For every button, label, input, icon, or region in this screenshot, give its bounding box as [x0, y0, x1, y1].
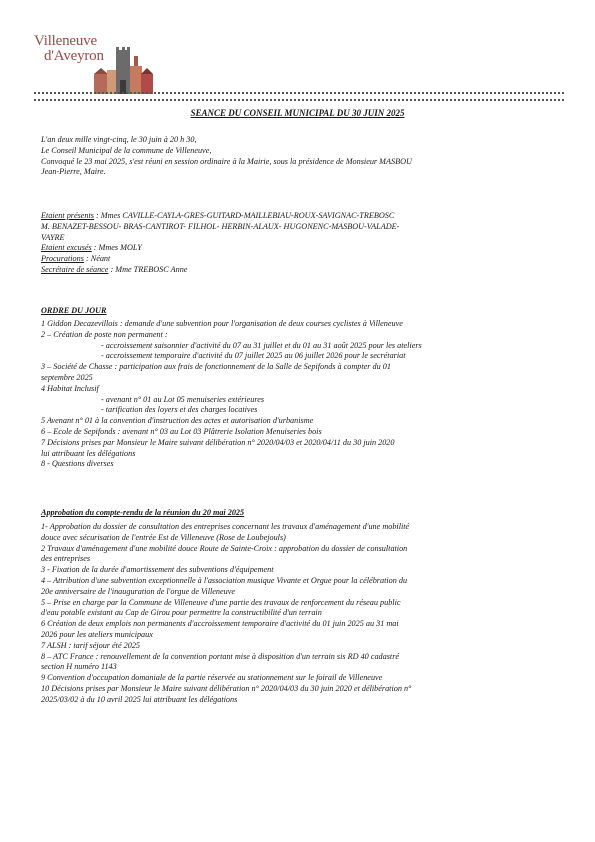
approval-list	[41, 522, 561, 706]
excuses-line	[41, 243, 561, 254]
presents-line	[41, 211, 561, 222]
approval-item: 8 – ATC France : renouvellement de la convention portant mise à disposition d'un terrain sis RD 40 cadastré	[41, 651, 400, 661]
logo-line-1: Villeneuve	[34, 33, 97, 49]
approval-item: 1- Approbation du dossier de consultation des entreprises concernant les travaux d'aménagement d'une mobilité	[41, 522, 410, 531]
approval-item: 6 Création de deux emplois non permanents d'accroissement temporaire d'activité du 01 juin 2025 au 31 mai	[41, 619, 399, 629]
intro-line: Le Conseil Municipal de la commune de Villeneuve,	[41, 145, 212, 155]
agenda-subitem: - avenant n° 01 au Lot 05 menuiseries extérieures	[101, 394, 265, 404]
approval-item: 4 – Attribution d'une subvention exceptionnelle à l'association musique Vivante et Orgue pour la célébration du	[41, 575, 408, 585]
approval-heading: Approbation du compte-rendu de la réunion du 20 mai 2025	[41, 508, 245, 517]
agenda-item: 1 Giddon Decazevillois : demande d'une subvention pour l'organisation de deux courses cyclistes à Villeneuve	[41, 319, 403, 328]
approval-item: 10 Décisions prises par Monsieur le Maire suivant délibération n° 2020/04/03 du 30 juin 2020 et délibération n°	[41, 683, 412, 693]
secretaire-line	[41, 265, 561, 276]
approval-item: 20e anniversaire de l'inauguration de l'orgue de Villeneuve	[41, 586, 235, 596]
agenda-subitem: - accroissement temporaire d'activité du 07 juillet 2025 au 06 juillet 2026 pour le secrétariat	[101, 351, 406, 361]
agenda-item: lui attribuant les délégations	[41, 448, 136, 458]
approval-item: 2 Travaux d'aménagement d'une mobilité douce Route de Sainte-Croix : approbation du dossier de consultation	[41, 543, 408, 553]
agenda-subitem: - tarification des loyers et des charges locatives	[101, 405, 258, 415]
header-divider-2	[34, 99, 564, 104]
agenda-list	[41, 319, 561, 470]
procurations-line	[41, 254, 561, 265]
presents-names-3: VAYRE	[41, 232, 65, 242]
approval-item: 2026 pour les ateliers municipaux	[41, 629, 153, 639]
excuses-label: Etaient excusés	[41, 243, 92, 253]
presents-names: : Mmes CAVILLE-CAYLA-GRES-GUITARD-MAILLEBIAU-ROUX-SAVIGNAC-TREBOSC	[93, 211, 395, 220]
approval-item: 2025/03/02 à du 10 avril 2025 lui attribuant les délégations	[41, 694, 238, 704]
agenda-heading: ORDRE DU JOUR	[41, 306, 107, 315]
agenda-item: 8 - Questions diverses	[41, 459, 114, 469]
agenda-item: septembre 2025	[41, 372, 93, 382]
agenda-subitem: - accroissement saisonnier d'activité du 07 au 31 juillet et du 01 au 31 août 2025 pour les ateliers	[101, 340, 422, 350]
approval-item: des entreprises	[41, 554, 91, 564]
agenda-item: 6 – Ecole de Sepifonds : avenant n° 03 au Lot 03 Plâtrerie Isolation Menuiseries bois	[41, 426, 322, 436]
intro-section	[41, 135, 561, 178]
procurations-value: : Néant	[83, 254, 111, 264]
procurations-label: Procurations	[41, 254, 84, 264]
approval-item: d'eau potable existant au Cap de Girou pour permettre la constructibilité d'un terrain	[41, 608, 322, 618]
approval-item: 9 Convention d'occupation domaniale de la partie réservée au stationnement sur le foirail de Villeneuve	[41, 673, 383, 683]
approval-item: 5 – Prise en charge par la Commune de Villeneuve d'une partie des travaux de renforcement du réseau public	[41, 597, 401, 607]
attendance-section	[41, 211, 561, 276]
excuses-names: : Mmes MOLY	[91, 243, 142, 253]
approval-item: 3 - Fixation de la durée d'amortissement des subventions d'équipement	[41, 565, 274, 575]
intro-line: L'an deux mille vingt-cinq, le 30 juin à 20 h 30,	[41, 135, 197, 144]
document-title: SEANCE DU CONSEIL MUNICIPAL DU 30 JUIN 2025	[190, 108, 405, 118]
approval-item: 7 ALSH : tarif séjour été 2025	[41, 640, 141, 650]
secretaire-value: : Mme TREBOSC Anne	[108, 264, 188, 274]
agenda-item: 5 Avenant n° 01 à la convention d'instruction des actes et autorisation d'urbanisme	[41, 416, 314, 426]
header-divider	[34, 92, 564, 97]
presents-label: Etaient présents	[41, 211, 94, 220]
agenda-item: 3 – Société de Chasse : participation aux frais de fonctionnement de la Salle de Sepifonds à compter du 01	[41, 362, 391, 372]
agenda-item: 2 – Création de poste non permanent :	[41, 329, 168, 339]
intro-line: Jean-Pierre, Maire.	[41, 167, 106, 177]
approval-item: douce avec sécurisation de l'entrée Est de Villeneuve (Rose de Loubejouls)	[41, 532, 286, 542]
village-logo-icon	[94, 44, 154, 96]
intro-line: Convoqué le 23 mai 2025, s'est réuni en session ordinaire à la Mairie, sous la présidence de Monsieur MASBOU	[41, 156, 412, 166]
presents-names-2: M. BENAZET-BESSOU- BRAS-CANTIROT- FILHOL- HERBIN-ALAUX- HUGONENC-MASBOU-VALADE-	[41, 221, 400, 231]
agenda-item: 4 Habitat Inclusif	[41, 383, 99, 393]
logo-line-2: d'Aveyron	[44, 48, 104, 64]
secretaire-label: Secrétaire de séance	[41, 264, 109, 274]
agenda-item: 7 Décisions prises par Monsieur le Maire suivant délibération n° 2020/04/03 et 2020/04/11 du 30 juin 2020	[41, 437, 395, 447]
approval-item: section H numéro 1143	[41, 662, 117, 672]
